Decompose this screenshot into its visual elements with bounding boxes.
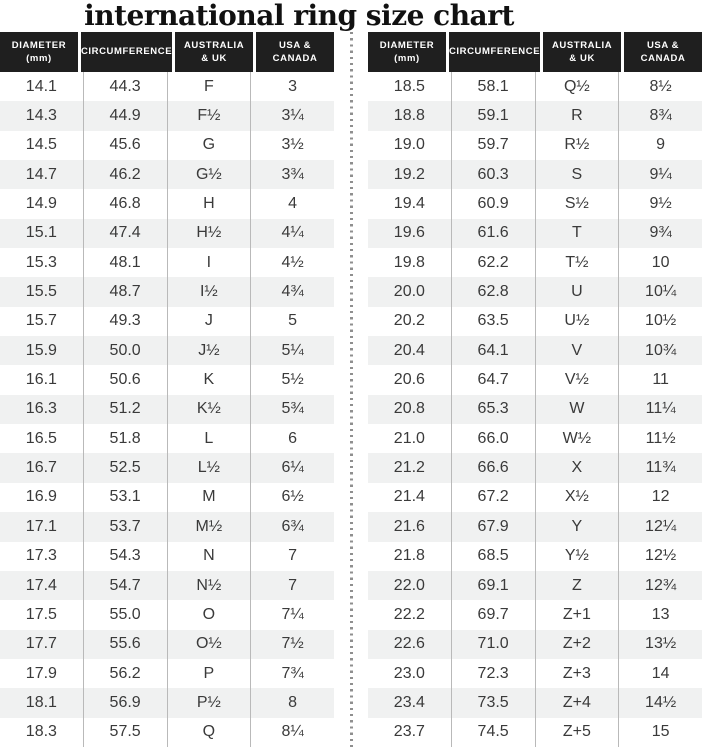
table-cell: M½ (167, 512, 251, 541)
table-cell: U½ (535, 307, 619, 336)
table-cell: 21.4 (393, 488, 425, 506)
table-cell: 10¾ (618, 336, 702, 365)
table-cell: 18.3 (25, 723, 57, 741)
table-cell: 10½ (618, 307, 702, 336)
table-cell: 3 (250, 72, 334, 101)
table-cell: 46.2 (83, 160, 167, 189)
table-cell: 20.0 (393, 283, 425, 301)
table-cell: 44.9 (83, 101, 167, 130)
table-cell: 17.5 (25, 605, 57, 623)
table-cell: 9 (618, 131, 702, 160)
table-cell: 15.9 (25, 341, 57, 359)
table-cell: 19.4 (393, 195, 425, 213)
table-cell: 11 (618, 365, 702, 394)
table-row (368, 512, 702, 541)
table-cell: 7¼ (250, 600, 334, 629)
table-cell: 22.6 (393, 635, 425, 653)
table-cell: 44.3 (83, 72, 167, 101)
header-line: USA & (646, 39, 680, 51)
table-cell: 22.0 (393, 576, 425, 594)
table-cell: 23.0 (393, 664, 425, 682)
table-cell: 10¼ (618, 277, 702, 306)
table-cell: 13½ (618, 630, 702, 659)
table-cell: 8¼ (250, 718, 334, 747)
table-cell: G½ (167, 160, 251, 189)
table-cell: 4¼ (250, 219, 334, 248)
table-cell: 9½ (618, 189, 702, 218)
table-cell: 7¾ (250, 659, 334, 688)
table-row (0, 600, 334, 629)
table-row (0, 189, 334, 218)
page-title: international ring size chart (84, 0, 514, 32)
table-row (368, 219, 702, 248)
table-row (0, 483, 334, 512)
table-cell: 49.3 (83, 307, 167, 336)
table-cell: S½ (535, 189, 619, 218)
table-cell: W (535, 395, 619, 424)
table-row (368, 688, 702, 717)
table-row (0, 72, 334, 101)
table-cell: 12½ (618, 542, 702, 571)
table-cell: 14½ (618, 688, 702, 717)
table-cell: F½ (167, 101, 251, 130)
table-cell: 68.5 (451, 542, 535, 571)
table-cell: 19.8 (393, 253, 425, 271)
table-cell: 20.8 (393, 400, 425, 418)
ring-size-table-left (0, 32, 334, 747)
table-row (0, 248, 334, 277)
table-cell: 5 (250, 307, 334, 336)
table-cell: Q (167, 718, 251, 747)
header-line: CANADA (272, 53, 318, 64)
table-cell: L (167, 424, 251, 453)
table-cell: 50.0 (83, 336, 167, 365)
table-cell: 7 (250, 542, 334, 571)
table-cell: Z+5 (535, 718, 619, 747)
table-cell: 20.2 (393, 312, 425, 330)
table-gap (334, 32, 368, 747)
table-cell: V (535, 336, 619, 365)
table-cell: L½ (167, 453, 251, 482)
table-row (0, 307, 334, 336)
table-body (368, 72, 702, 747)
ring-size-chart (0, 32, 702, 747)
table-cell: Z+3 (535, 659, 619, 688)
header-cell-australia-uk (172, 32, 253, 72)
table-cell: 66.0 (451, 424, 535, 453)
table-cell: 7 (250, 571, 334, 600)
table-row (368, 189, 702, 218)
table-row (368, 571, 702, 600)
table-cell: 14.1 (25, 77, 57, 95)
table-cell: 54.7 (83, 571, 167, 600)
table-cell: 64.7 (451, 365, 535, 394)
table-cell: 21.8 (393, 547, 425, 565)
header-line: CIRCUMFERENCE (80, 46, 173, 58)
table-cell: 20.6 (393, 371, 425, 389)
header-cell-diameter (368, 32, 446, 72)
table-cell: 15.1 (25, 224, 57, 242)
table-cell: H (167, 189, 251, 218)
table-cell: P½ (167, 688, 251, 717)
header-line: (mm) (394, 53, 420, 64)
table-cell: 11½ (618, 424, 702, 453)
table-cell: 14.7 (25, 165, 57, 183)
table-cell: 67.9 (451, 512, 535, 541)
table-cell: V½ (535, 365, 619, 394)
table-cell: 72.3 (451, 659, 535, 688)
header-line: CANADA (640, 53, 686, 64)
table-cell: N (167, 542, 251, 571)
table-cell: F (167, 72, 251, 101)
table-cell: 59.1 (451, 101, 535, 130)
table-cell: Z+4 (535, 688, 619, 717)
table-cell: X½ (535, 483, 619, 512)
table-row (368, 101, 702, 130)
table-cell: 5¼ (250, 336, 334, 365)
header-line: DIAMETER (379, 39, 435, 51)
header-line: USA & (278, 39, 312, 51)
table-row (0, 453, 334, 482)
table-cell: 14.3 (25, 107, 57, 125)
table-cell: 4 (250, 189, 334, 218)
table-cell: R½ (535, 131, 619, 160)
table-row (0, 542, 334, 571)
table-row (368, 160, 702, 189)
table-cell: 64.1 (451, 336, 535, 365)
table-cell: 6 (250, 424, 334, 453)
header-line: AUSTRALIA (183, 39, 245, 51)
table-cell: 21.2 (393, 459, 425, 477)
table-row (0, 277, 334, 306)
table-cell: 9¾ (618, 219, 702, 248)
table-cell: S (535, 160, 619, 189)
table-cell: 66.6 (451, 453, 535, 482)
table-row (368, 248, 702, 277)
table-cell: 45.6 (83, 131, 167, 160)
table-cell: O (167, 600, 251, 629)
header-cell-circumference (446, 32, 540, 72)
table-cell: 12¼ (618, 512, 702, 541)
table-cell: 14 (618, 659, 702, 688)
table-row (368, 453, 702, 482)
header-cell-circumference (78, 32, 172, 72)
table-cell: 53.1 (83, 483, 167, 512)
table-cell: N½ (167, 571, 251, 600)
table-cell: 5½ (250, 365, 334, 394)
table-row (0, 160, 334, 189)
table-cell: 16.3 (25, 400, 57, 418)
table-cell: 14.9 (25, 195, 57, 213)
table-row (368, 630, 702, 659)
table-cell: 15.3 (25, 253, 57, 271)
header-line: & UK (569, 53, 595, 64)
header-cell-australia-uk (540, 32, 621, 72)
table-row (0, 512, 334, 541)
table-cell: R (535, 101, 619, 130)
table-cell: W½ (535, 424, 619, 453)
table-cell: 52.5 (83, 453, 167, 482)
table-cell: I (167, 248, 251, 277)
table-cell: Z (535, 571, 619, 600)
table-cell: K (167, 365, 251, 394)
header-cell-usa-canada (621, 32, 702, 72)
table-cell: 60.9 (451, 189, 535, 218)
table-cell: I½ (167, 277, 251, 306)
table-cell: 55.6 (83, 630, 167, 659)
table-row (368, 659, 702, 688)
dotted-divider (350, 32, 353, 747)
table-cell: 6½ (250, 483, 334, 512)
table-cell: 46.8 (83, 189, 167, 218)
table-cell: 15 (618, 718, 702, 747)
table-cell: 48.1 (83, 248, 167, 277)
table-row (368, 336, 702, 365)
table-cell: 62.2 (451, 248, 535, 277)
table-cell: 47.4 (83, 219, 167, 248)
table-cell: 8½ (618, 72, 702, 101)
table-cell: 67.2 (451, 483, 535, 512)
table-cell: 3¾ (250, 160, 334, 189)
table-cell: Y (535, 512, 619, 541)
table-cell: 22.2 (393, 605, 425, 623)
table-cell: 19.0 (393, 136, 425, 154)
table-cell: 3¼ (250, 101, 334, 130)
table-row (0, 395, 334, 424)
table-cell: 50.6 (83, 365, 167, 394)
table-cell: 53.7 (83, 512, 167, 541)
table-row (0, 131, 334, 160)
table-body (0, 72, 334, 747)
table-cell: Q½ (535, 72, 619, 101)
header-line: AUSTRALIA (551, 39, 613, 51)
table-cell: 12¾ (618, 571, 702, 600)
table-cell: T (535, 219, 619, 248)
table-cell: 4½ (250, 248, 334, 277)
table-row (368, 600, 702, 629)
table-cell: 74.5 (451, 718, 535, 747)
table-row (0, 336, 334, 365)
table-cell: 15.5 (25, 283, 57, 301)
table-cell: X (535, 453, 619, 482)
table-row (368, 365, 702, 394)
table-cell: 5¾ (250, 395, 334, 424)
table-cell: 13 (618, 600, 702, 629)
table-row (0, 219, 334, 248)
table-cell: 17.9 (25, 664, 57, 682)
table-row (0, 718, 334, 747)
table-row (368, 131, 702, 160)
table-row (0, 424, 334, 453)
table-row (0, 101, 334, 130)
header-cell-diameter (0, 32, 78, 72)
table-cell: J (167, 307, 251, 336)
table-row (368, 307, 702, 336)
header-line: CIRCUMFERENCE (448, 46, 541, 58)
table-cell: 17.7 (25, 635, 57, 653)
table-cell: Y½ (535, 542, 619, 571)
table-row (368, 395, 702, 424)
table-cell: M (167, 483, 251, 512)
table-row (0, 571, 334, 600)
table-cell: Z+1 (535, 600, 619, 629)
table-cell: 59.7 (451, 131, 535, 160)
table-cell: 11¾ (618, 453, 702, 482)
table-cell: P (167, 659, 251, 688)
table-cell: 6¼ (250, 453, 334, 482)
table-cell: 14.5 (25, 136, 57, 154)
table-row (0, 365, 334, 394)
header-line: & UK (201, 53, 227, 64)
table-cell: 57.5 (83, 718, 167, 747)
table-row (0, 630, 334, 659)
table-cell: 62.8 (451, 277, 535, 306)
table-cell: 61.6 (451, 219, 535, 248)
table-cell: 69.1 (451, 571, 535, 600)
table-cell: J½ (167, 336, 251, 365)
table-header-row (368, 32, 702, 72)
table-cell: 3½ (250, 131, 334, 160)
table-cell: G (167, 131, 251, 160)
table-cell: 9¼ (618, 160, 702, 189)
table-cell: 51.8 (83, 424, 167, 453)
table-cell: 17.4 (25, 576, 57, 594)
table-header-row (0, 32, 334, 72)
header-line: DIAMETER (11, 39, 67, 51)
table-row (368, 72, 702, 101)
table-row (368, 483, 702, 512)
table-cell: 19.6 (393, 224, 425, 242)
table-cell: 20.4 (393, 341, 425, 359)
table-cell: U (535, 277, 619, 306)
table-cell: O½ (167, 630, 251, 659)
table-cell: Z+2 (535, 630, 619, 659)
table-cell: 54.3 (83, 542, 167, 571)
table-cell: 7½ (250, 630, 334, 659)
table-row (368, 277, 702, 306)
table-cell: T½ (535, 248, 619, 277)
table-cell: 23.4 (393, 693, 425, 711)
table-cell: 8¾ (618, 101, 702, 130)
table-cell: 12 (618, 483, 702, 512)
table-cell: 56.9 (83, 688, 167, 717)
table-cell: 60.3 (451, 160, 535, 189)
table-cell: 19.2 (393, 165, 425, 183)
table-cell: 15.7 (25, 312, 57, 330)
table-row (0, 688, 334, 717)
header-cell-usa-canada (253, 32, 334, 72)
table-cell: 48.7 (83, 277, 167, 306)
ring-size-table-right (368, 32, 702, 747)
table-cell: 73.5 (451, 688, 535, 717)
table-cell: 6¾ (250, 512, 334, 541)
table-cell: 4¾ (250, 277, 334, 306)
header-line: (mm) (26, 53, 52, 64)
table-cell: 51.2 (83, 395, 167, 424)
table-cell: 11¼ (618, 395, 702, 424)
table-cell: 16.1 (25, 371, 57, 389)
table-cell: H½ (167, 219, 251, 248)
table-cell: 21.0 (393, 429, 425, 447)
table-cell: 58.1 (451, 72, 535, 101)
table-row (368, 424, 702, 453)
table-cell: 55.0 (83, 600, 167, 629)
table-cell: 18.1 (25, 693, 57, 711)
table-cell: 65.3 (451, 395, 535, 424)
table-cell: 18.5 (393, 77, 425, 95)
table-cell: K½ (167, 395, 251, 424)
table-cell: 16.7 (25, 459, 57, 477)
table-cell: 56.2 (83, 659, 167, 688)
table-cell: 63.5 (451, 307, 535, 336)
table-row (368, 718, 702, 747)
table-cell: 8 (250, 688, 334, 717)
table-cell: 17.3 (25, 547, 57, 565)
table-cell: 69.7 (451, 600, 535, 629)
table-cell: 23.7 (393, 723, 425, 741)
table-cell: 16.9 (25, 488, 57, 506)
table-cell: 10 (618, 248, 702, 277)
table-cell: 18.8 (393, 107, 425, 125)
table-row (368, 542, 702, 571)
table-cell: 71.0 (451, 630, 535, 659)
table-cell: 16.5 (25, 429, 57, 447)
table-cell: 21.6 (393, 517, 425, 535)
table-row (0, 659, 334, 688)
table-cell: 17.1 (25, 517, 57, 535)
